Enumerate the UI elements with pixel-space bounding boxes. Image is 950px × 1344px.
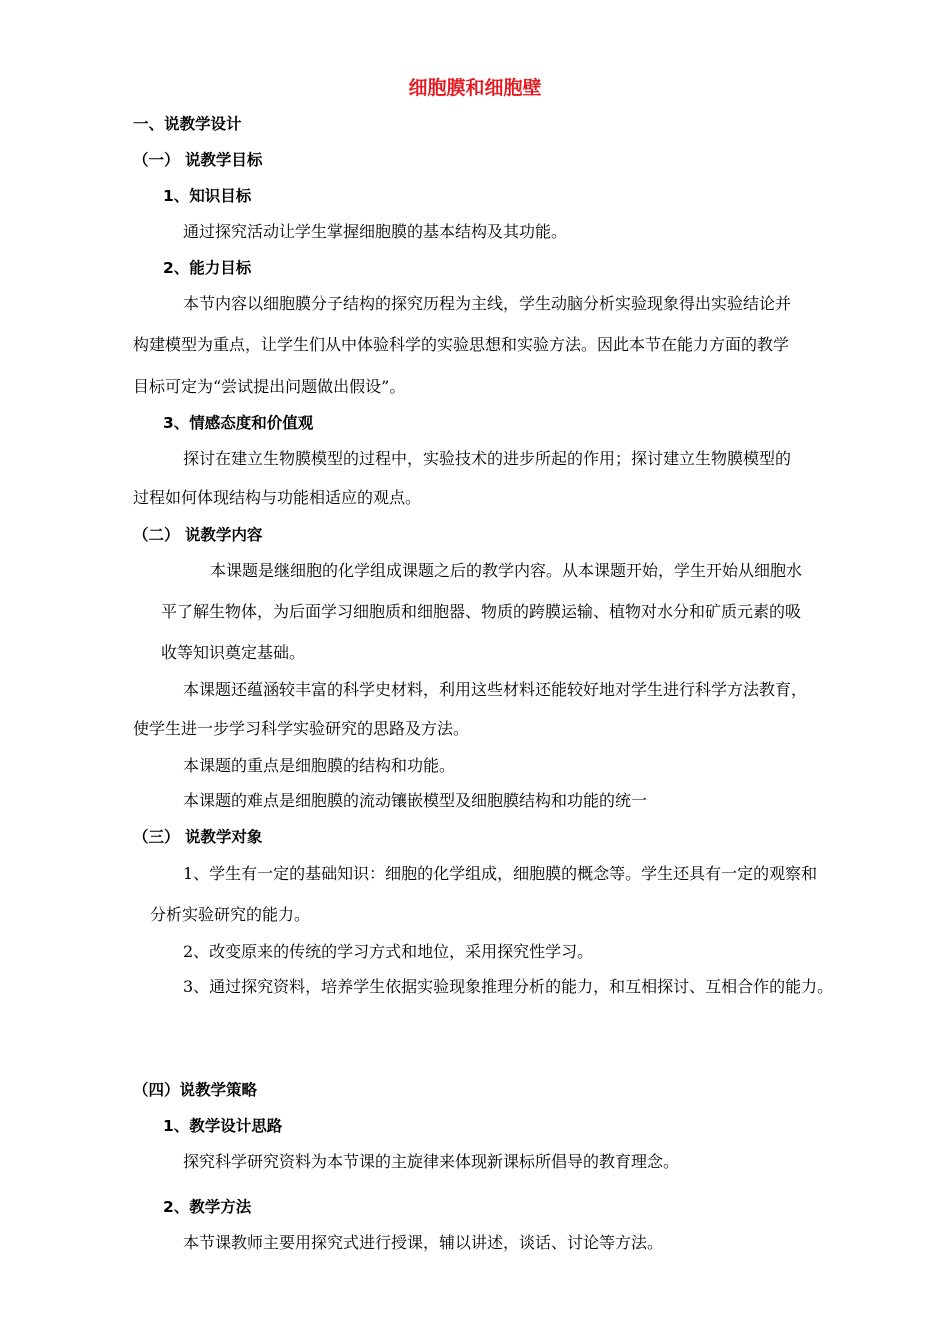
paragraph-line: 通过探究活动让学生掌握细胞膜的基本结构及其功能。 <box>183 222 568 241</box>
paragraph-line: 本课题还蕴涵较丰富的科学史材料，利用这些材料还能较好地对学生进行科学方法教育， <box>183 680 808 699</box>
paragraph-line: 1、学生有一定的基础知识：细胞的化学组成，细胞膜的概念等。学生还具有一定的观察和 <box>183 864 818 883</box>
section-heading-1: 一、说教学设计 <box>133 115 242 133</box>
item-heading-method: 2、教学方法 <box>163 1198 252 1216</box>
item-heading-ability: 2、能力目标 <box>163 259 252 277</box>
paragraph-line: 探究科学研究资料为本节课的主旋律来体现新课标所倡导的教育理念。 <box>183 1152 680 1171</box>
paragraph-line: 分析实验研究的能力。 <box>150 905 311 924</box>
paragraph-line: 本课题的难点是细胞膜的流动镶嵌模型及细胞膜结构和功能的统一 <box>183 791 648 810</box>
paragraph-line: 探讨在建立生物膜模型的过程中，实验技术的进步所起的作用；探讨建立生物膜模型的 <box>183 449 792 468</box>
paragraph-line: 平了解生物体，为后面学习细胞质和细胞器、物质的跨膜运输、植物对水分和矿质元素的吸 <box>161 602 802 621</box>
item-heading-design: 1、教学设计思路 <box>163 1117 283 1135</box>
paragraph-line: 本课题的重点是细胞膜的结构和功能。 <box>183 756 456 775</box>
subsection-heading-4: （四）说教学策略 <box>133 1081 258 1099</box>
item-heading-knowledge: 1、知识目标 <box>163 187 252 205</box>
paragraph-line: 3、通过探究资料，培养学生依据实验现象推理分析的能力，和互相探讨、互相合作的能力。 <box>183 977 834 996</box>
document-title: 细胞膜和细胞壁 <box>408 77 542 99</box>
paragraph-line: 收等知识奠定基础。 <box>161 643 306 662</box>
paragraph-line: 目标可定为“尝试提出问题做出假设”。 <box>133 377 406 396</box>
paragraph-line: 过程如何体现结构与功能相适应的观点。 <box>133 488 422 507</box>
paragraph-line: 构建模型为重点，让学生们从中体验科学的实验思想和实验方法。因此本节在能力方面的教学 <box>133 335 790 354</box>
paragraph-line: 2、改变原来的传统的学习方式和地位，采用探究性学习。 <box>183 942 594 961</box>
subsection-heading-1: （一） 说教学目标 <box>133 151 263 169</box>
paragraph-line: 本节内容以细胞膜分子结构的探究历程为主线，学生动脑分析实验现象得出实验结论并 <box>183 294 792 313</box>
paragraph-line: 使学生进一步学习科学实验研究的思路及方法。 <box>133 719 470 738</box>
subsection-heading-3: （三） 说教学对象 <box>133 828 263 846</box>
subsection-heading-2: （二） 说教学内容 <box>133 526 263 544</box>
paragraph-line: 本节课教师主要用探究式进行授课，辅以讲述，谈话、讨论等方法。 <box>183 1233 664 1252</box>
item-heading-values: 3、情感态度和价值观 <box>163 414 314 432</box>
paragraph-line: 本课题是继细胞的化学组成课题之后的教学内容。从本课题开始，学生开始从细胞水 <box>210 561 803 580</box>
